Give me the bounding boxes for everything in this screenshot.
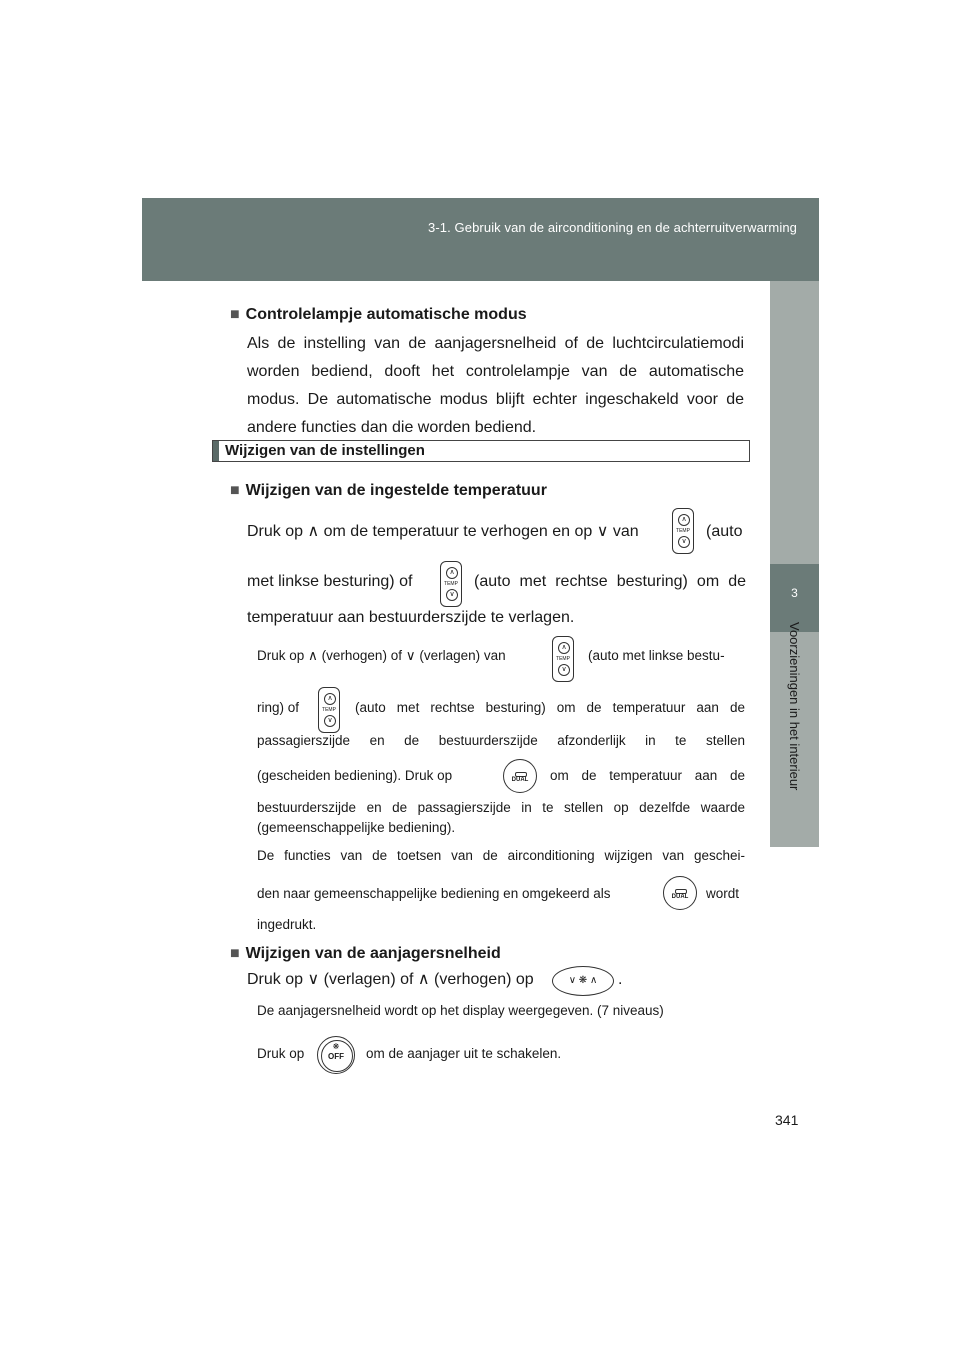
dual-button-2[interactable] [663,876,697,910]
temp-note2a: ring) of [257,700,300,715]
temp-line2a: met linkse besturing) of [247,573,413,590]
temp-note4b: om de temperatuur aan de [550,768,745,783]
temp-heading: Wijzigen van de ingestelde temperatuur [245,482,547,499]
fan-note2a: Druk op [257,1046,305,1061]
fan-icon: ❋ [332,1042,340,1051]
side-tab-label-wrap [771,565,818,847]
temp-line1b: (auto [706,523,743,540]
fan-heading: Wijzigen van de aanjagersnelheid [245,945,501,962]
fan-line1: Druk op ∨ (verlagen) of ∧ (verhogen) op [247,971,534,988]
page-number: 341 [775,1112,799,1128]
dual-label: DUAL [511,777,529,783]
dual-label: DUAL [671,894,689,900]
dual-button[interactable] [503,759,537,793]
up-icon: ∧ [446,567,458,579]
temp-heading-wrap [230,482,547,500]
header-band [142,198,819,281]
temp-button-right-drive-note[interactable] [318,687,340,733]
temp-button-left-drive-note[interactable] [552,636,574,682]
bullet-square: ■ [230,306,240,323]
temp-note5: bestuurderszijde en de passagierszijde in te stellen op dezelfde waarde (gemeenschappelijke bediening). [257,800,745,835]
down-icon: ∨ [324,715,336,727]
temp-note7b: wordt [706,886,740,901]
up-icon: ∧ [558,642,570,654]
fan-off-button[interactable] [317,1036,355,1074]
side-tab-label: Voorzieningen in het interieur [787,621,802,791]
temp-note2b: (auto met rechtse besturing) om de temperatuur aan de [355,700,745,715]
section-bar [212,440,750,462]
side-tab-number: 3 [770,564,819,632]
temp-note7a: den naar gemeenschappelijke bediening en omgekeerd als [257,886,611,901]
temp-note8: ingedrukt. [257,917,317,932]
section1-body: Als de instelling van de aanjagersnelheid of de luchtcirculatiemodi worden bediend, dooft het controlelampje van de automatische modus. De automatische modus blijft echter ingeschakeld voor de andere functies dan die worden bediend. [247,335,744,436]
fan-note1: De aanjagersnelheid wordt op het display weergegeven. (7 niveaus) [257,1003,664,1018]
temp-note3: passagierszijde en de bestuurderszijde afzonderlijk in te stellen [257,733,745,748]
temp-button-left-drive[interactable] [672,508,694,554]
temp-note1b: (auto met linkse bestu- [588,648,725,663]
temp-note4a: (gescheiden bediening). Druk op [257,768,453,783]
section1-heading-wrap [230,306,527,324]
down-icon: ∨ [678,536,690,548]
off-label: OFF [328,1052,344,1061]
bullet-square: ■ [230,945,240,962]
fan-line1-end: . [618,971,623,988]
bullet-square: ■ [230,482,240,499]
fan-speed-button[interactable]: ∨ ❋ ∧ [552,966,614,996]
section-bar-accent [213,441,219,461]
section1-heading: Controlelampje automatische modus [245,306,527,323]
temp-note1a: Druk op ∧ (verhogen) of ∨ (verlagen) van [257,648,506,663]
fan-heading-wrap [230,945,501,963]
down-icon: ∨ [446,589,458,601]
temp-label: TEMP [322,707,336,713]
temp-line3: temperatuur aan bestuurderszijde te verlagen. [247,609,575,626]
temp-note6: De functies van de toetsen van de airconditioning wijzigen van geschei- [257,848,745,863]
down-icon: ∨ [558,664,570,676]
temp-line2b: (auto met rechtse besturing) om de [474,573,746,590]
header-title: 3-1. Gebruik van de airconditioning en de achterruitverwarming [428,220,797,235]
temp-button-right-drive[interactable] [440,561,462,607]
temp-label: TEMP [676,528,690,534]
up-icon: ∧ [678,514,690,526]
fan-note2b: om de aanjager uit te schakelen. [366,1046,562,1061]
temp-line1a: Druk op ∧ om de temperatuur te verhogen en op ∨ van [247,523,639,540]
temp-label: TEMP [556,656,570,662]
temp-label: TEMP [444,581,458,587]
section-bar-title: Wijzigen van de instellingen [225,442,425,459]
up-icon: ∧ [324,693,336,705]
